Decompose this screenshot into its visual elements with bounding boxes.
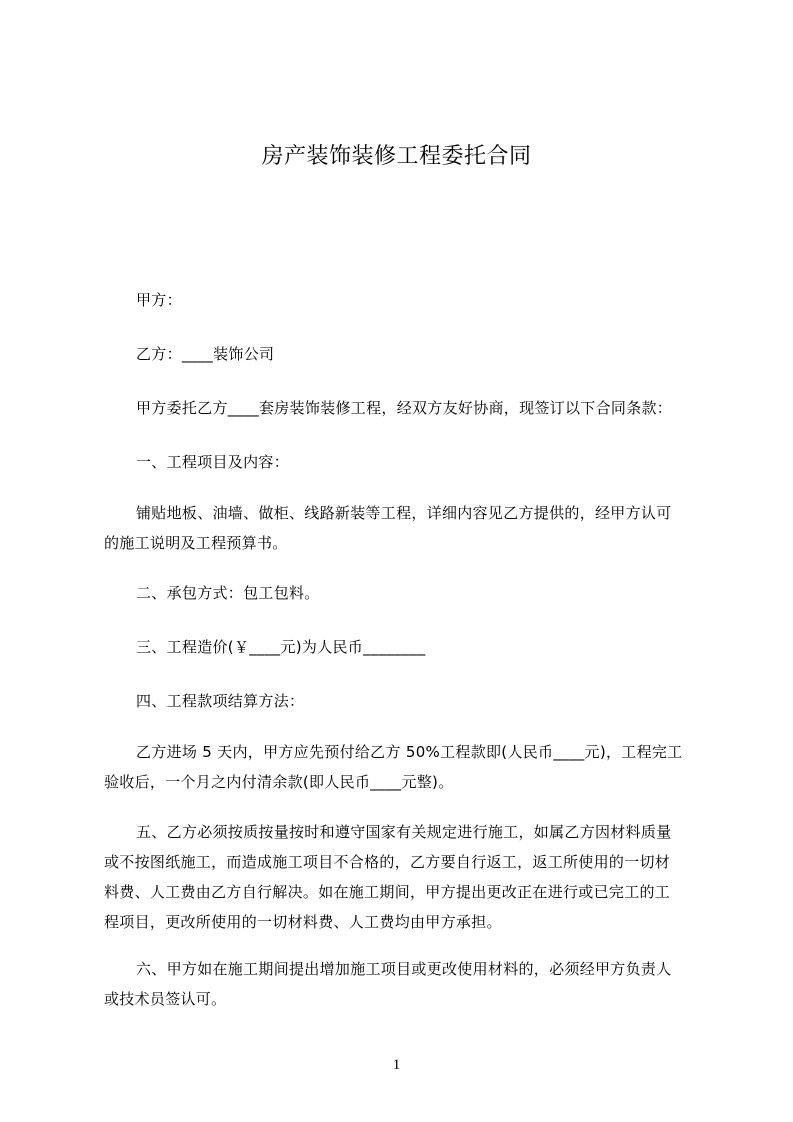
- section3-paragraph: 三、工程造价(￥____元)为人民币________: [136, 638, 426, 656]
- section5-paragraph: [104, 817, 700, 937]
- page-number: 1: [392, 1057, 401, 1073]
- section1-body: [104, 498, 700, 558]
- section1-heading: 一、工程项目及内容：: [136, 453, 290, 471]
- section4-body: [104, 737, 700, 797]
- text-line: 铺贴地板、油墙、做柜、线路新装等工程，详细内容见乙方提供的，经甲方认可: [136, 504, 672, 522]
- text-line: 五、乙方必须按质按量按时和遵守国家有关规定进行施工，如属乙方因材料质量: [136, 823, 672, 841]
- text-line: 的施工说明及工程预算书。: [104, 534, 288, 552]
- section6-paragraph: [104, 954, 700, 1014]
- text-line: 或不按图纸施工，而造成施工项目不合格的，乙方要自行返工，返工所使用的一切材: [104, 853, 671, 871]
- text-line: 验收后，一个月之内付清余款(即人民币____元整)。: [104, 773, 454, 791]
- party-b-line: 乙方：____装饰公司: [136, 345, 275, 363]
- text-line: 程项目，更改所使用的一切材料费、人工费均由甲方承担。: [104, 913, 502, 931]
- section2-paragraph: 二、承包方式：包工包料。: [136, 584, 320, 602]
- party-a-line: 甲方：: [136, 291, 182, 309]
- text-line: 乙方进场 5 天内，甲方应先预付给乙方 50%工程款即(人民币____元)，工程完工: [136, 743, 683, 761]
- document-title: 房产装饰装修工程委托合同: [261, 144, 532, 169]
- text-line: 或技术员签认可。: [104, 990, 227, 1008]
- section4-heading: 四、工程款项结算方法：: [136, 692, 305, 710]
- text-line: 料费、人工费由乙方自行解决。如在施工期间，甲方提出更改正在进行或已完工的工: [104, 883, 671, 901]
- intro-paragraph: 甲方委托乙方____套房装饰装修工程，经双方友好协商，现签订以下合同条款：: [136, 399, 673, 417]
- text-line: 六、甲方如在施工期间提出增加施工项目或更改使用材料的，必须经甲方负责人: [136, 960, 672, 978]
